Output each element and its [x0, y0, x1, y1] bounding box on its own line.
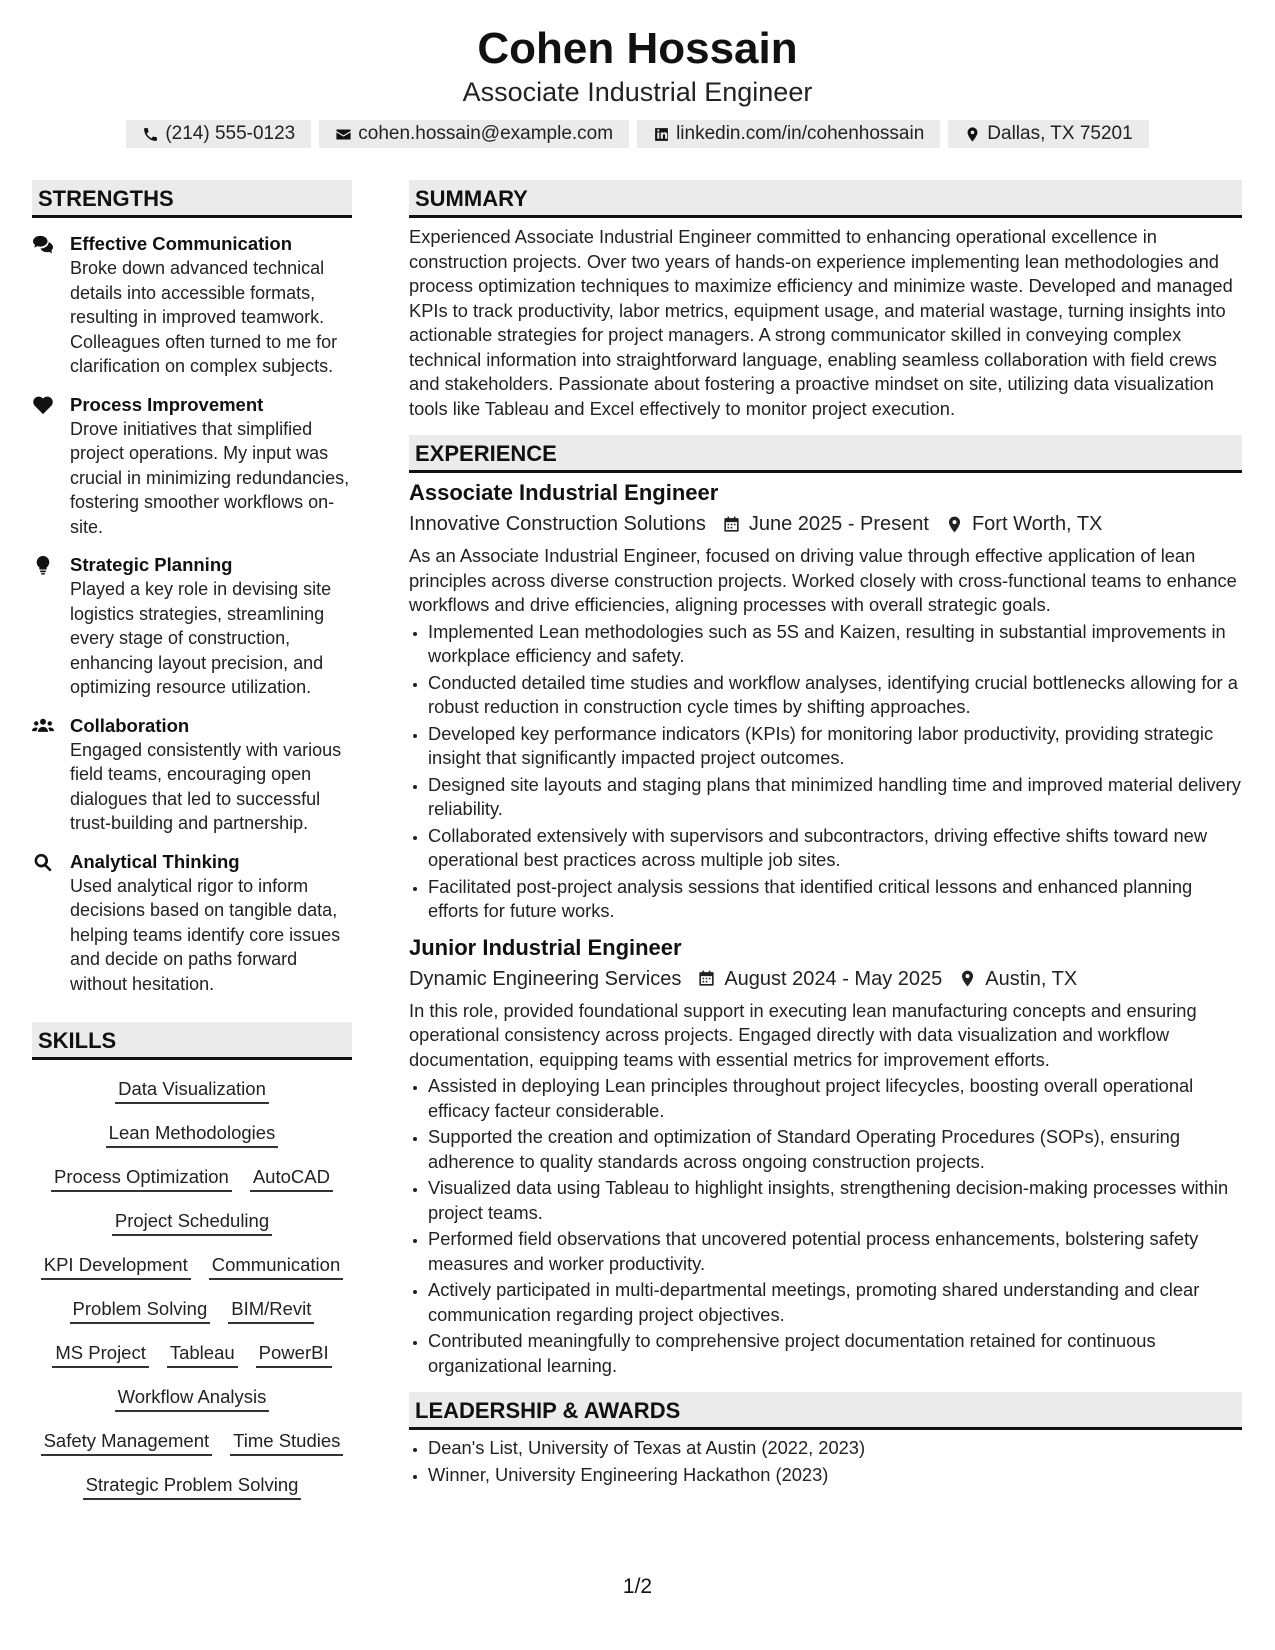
strength-desc: Broke down advanced technical details into accessible formats, resulting in improved teamwork. Colleagues often turned to me for clarification on complex subjects.: [70, 258, 338, 376]
skill-tag: Communication: [209, 1252, 344, 1280]
job-dates: June 2025 - Present: [748, 513, 929, 535]
job-location: Fort Worth, TX: [971, 513, 1103, 535]
job-title: Junior Industrial Engineer: [409, 934, 682, 960]
job-bullet: • Designed site layouts and staging plans that minimized handling time and improved material delivery reliability.: [428, 773, 1242, 822]
strength-desc: Engaged consistently with various field teams, encouraging open dialogues that led to successful trust-building and partnership.: [70, 739, 342, 833]
users-icon: [32, 716, 54, 736]
skill-tag: Safety Management: [41, 1428, 213, 1456]
left-column: [32, 180, 352, 1500]
award-item: • Winner, University Engineering Hackathon (2023): [428, 1463, 1242, 1488]
skill-tag: Tableau: [167, 1340, 238, 1368]
job-bullet: • Contributed meaningfully to comprehensive project documentation retained for continuous organizational learning.: [428, 1329, 1242, 1378]
strength-title: Process Improvement: [70, 393, 264, 415]
search-icon: [32, 852, 54, 872]
skill-tag: PowerBI: [256, 1340, 332, 1368]
job-bullet: • Supported the creation and optimization of Standard Operating Procedures (SOPs), ensuring adherence to quality standards across ongoing construction projects.: [428, 1125, 1242, 1174]
skill-tag: Workflow Analysis: [115, 1384, 270, 1412]
job-company: Dynamic Engineering Services: [409, 967, 682, 990]
strength-desc: Used analytical rigor to inform decisions based on tangible data, helping teams identify core issues and decide on paths forward without hesitation.: [70, 875, 341, 994]
summary-text: Experienced Associate Industrial Engineer committed to enhancing operational excellence in construction projects. Over two years of hands-on experience implementing lean methodologies and process optimization techniques to maximize efficiency and minimize waste. Developed and managed KPIs to track productivity, labor metrics, equipment usage, and material wastage, turning insights into actionable strategies for project managers. A strong communicator skilled in conveying complex technical information into straightforward language, enabling seamless collaboration with field crews and stakeholders. Passionate about fostering a proactive mindset on site, utilizing data visualization tools like Tableau and Excel effectively to monitor project execution.: [409, 226, 1233, 419]
skill-tag: Lean Methodologies: [106, 1120, 279, 1148]
page-indicator: 1/2: [622, 1575, 653, 1598]
strength-title: Analytical Thinking: [70, 850, 240, 872]
strength-title: Effective Communication: [70, 233, 293, 254]
skill-tag: Process Optimization: [51, 1164, 232, 1192]
strengths-heading: STRENGTHS: [32, 180, 352, 218]
strength-title: Collaboration: [70, 714, 190, 736]
map-marker-icon: [958, 969, 977, 988]
experience-heading: EXPERIENCE: [409, 435, 1242, 473]
job-description: In this role, provided foundational support in executing lean manufacturing concepts and ensuring operational consistency across projects. Engaged directly with data visualization and workflow documentation, equipping teams with essential metrics for improvement efforts.: [409, 999, 1197, 1070]
job-bullet: • Conducted detailed time studies and workflow analyses, identifying crucial bottlenecks allowing for a robust reduction in construction cycle times by shifting approaches.: [428, 671, 1242, 720]
job-bullet: • Collaborated extensively with supervisors and subcontractors, driving effective shifts toward new operational best practices across multiple job sites.: [428, 824, 1242, 873]
strength-item: [32, 714, 352, 836]
skill-tag: Project Scheduling: [112, 1208, 272, 1236]
job-company: Innovative Construction Solutions: [409, 513, 706, 535]
job-description: As an Associate Industrial Engineer, focused on driving value through effective application of lean principles across diverse construction projects. Worked closely with cross-functional teams to enhance workflows and drive efficiencies, aligning processes with overall strategic goals.: [409, 545, 1237, 615]
strength-item: [32, 850, 352, 997]
job-bullet: • Implemented Lean methodologies such as 5S and Kaizen, resulting in substantial improvements in workplace efficiency and safety.: [428, 620, 1242, 669]
job-bullets: [409, 620, 1242, 924]
job-bullet: • Performed field observations that uncovered potential process enhancements, bolstering safety measures and worker productivity.: [428, 1227, 1242, 1276]
envelope-icon: [335, 126, 352, 143]
job-meta: [409, 509, 1242, 539]
calendar-icon: [697, 969, 716, 988]
strength-item: [32, 232, 352, 379]
phone-text: (214) 555-0123: [165, 123, 296, 144]
job-bullet: • Actively participated in multi-departmental meetings, promoting shared understanding and clear communication regarding project objectives.: [428, 1278, 1242, 1327]
map-marker-icon: [964, 126, 981, 143]
skill-tag: Problem Solving: [70, 1296, 211, 1324]
strength-desc: Drove initiatives that simplified project operations. My input was crucial in minimizing redundancies, fostering smoother workflows on-site.: [70, 418, 350, 537]
strength-title: Strategic Planning: [70, 554, 233, 575]
linkedin-icon: [653, 126, 670, 143]
resume-header: [0, 22, 1275, 148]
job-entry: [409, 934, 1242, 1379]
skill-tag: KPI Development: [41, 1252, 191, 1280]
phone-icon: [142, 126, 159, 143]
strength-desc: Played a key role in devising site logistics strategies, streamlining every stage of construction, enhancing layout precision, and optimizing resource utilization.: [70, 579, 332, 697]
skills-list: [32, 1076, 352, 1500]
skills-heading: SKILLS: [32, 1022, 352, 1060]
contact-bar: [0, 120, 1275, 148]
linkedin-text: linkedin.com/in/cohenhossain: [676, 123, 925, 144]
job-dates: August 2024 - May 2025: [724, 967, 943, 990]
job-bullets: [409, 1074, 1242, 1378]
candidate-name: Cohen Hossain: [477, 24, 798, 73]
skill-tag: Strategic Problem Solving: [83, 1472, 302, 1500]
strength-item: [32, 393, 352, 540]
map-marker-icon: [945, 515, 964, 534]
awards-heading: LEADERSHIP & AWARDS: [409, 1392, 1242, 1430]
calendar-icon: [722, 515, 741, 534]
contact-email[interactable]: [319, 120, 629, 148]
contact-phone[interactable]: [126, 120, 311, 148]
award-item: • Dean's List, University of Texas at Austin (2022, 2023): [428, 1436, 1242, 1461]
job-entry: [409, 479, 1242, 924]
heart-icon: [32, 395, 54, 415]
skill-tag: Data Visualization: [115, 1076, 269, 1104]
right-column: [409, 180, 1242, 1489]
candidate-role: Associate Industrial Engineer: [462, 77, 813, 107]
comments-icon: [32, 234, 54, 254]
email-text: cohen.hossain@example.com: [358, 123, 614, 144]
job-bullet: • Visualized data using Tableau to highlight insights, strengthening decision-making processes within project teams.: [428, 1176, 1242, 1225]
awards-list: [409, 1436, 1242, 1487]
job-bullet: • Facilitated post-project analysis sessions that identified critical lessons and enhanced planning efforts for future works.: [428, 875, 1242, 924]
location-text: Dallas, TX 75201: [987, 123, 1133, 144]
summary-heading: SUMMARY: [409, 180, 1242, 218]
job-bullet: • Developed key performance indicators (KPIs) for monitoring labor productivity, providing strategic insight that significantly impacted project outcomes.: [428, 722, 1242, 771]
skill-tag: Time Studies: [230, 1428, 343, 1456]
skill-tag: BIM/Revit: [228, 1296, 314, 1324]
job-location: Austin, TX: [985, 967, 1078, 990]
contact-linkedin[interactable]: [637, 120, 940, 148]
contact-location: [948, 120, 1148, 148]
skill-tag: AutoCAD: [250, 1164, 333, 1192]
job-meta: [409, 964, 1242, 994]
strength-item: [32, 553, 352, 700]
skill-tag: MS Project: [52, 1340, 148, 1368]
job-title: Associate Industrial Engineer: [409, 480, 719, 505]
lightbulb-icon: [32, 555, 54, 575]
job-bullet: • Assisted in deploying Lean principles throughout project lifecycles, boosting overall operational efficacy facteur considerable.: [428, 1074, 1242, 1123]
